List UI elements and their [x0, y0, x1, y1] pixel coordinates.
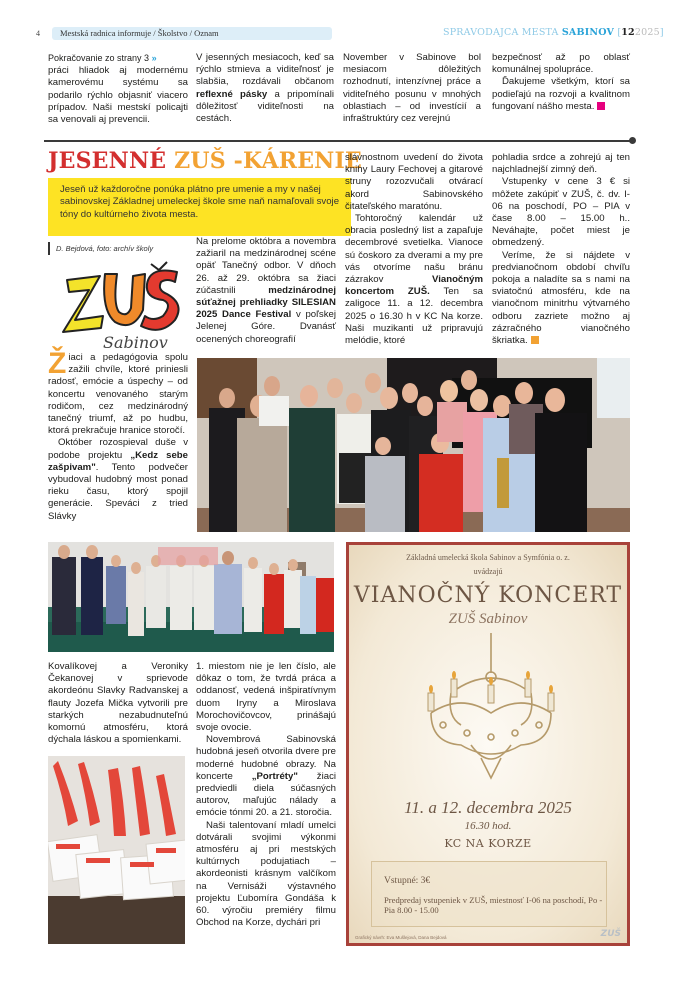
- bracket: ]: [659, 27, 664, 38]
- prev-article-col-3: [343, 52, 481, 125]
- poster-venue: KC NA KORZE: [444, 837, 532, 850]
- paragraph: Kovalíkovej a Veroniky Čekanovej v sprievode akordeónu Slavky Radvanskej a flauty Jozefa Mička vytvorili pre starkých nezabudnuteľnú komornú atmosféru, ktorá dýchala láskou a spomienkami.: [48, 661, 188, 746]
- continued-from-link[interactable]: [48, 52, 188, 64]
- poster-ticket-box: [371, 861, 607, 927]
- article-col-4: [492, 152, 630, 347]
- section-breadcrumb: Mestská radnica informuje / Školstvo / Oznam: [60, 28, 219, 38]
- folk-singers-photo: [48, 542, 334, 652]
- article-lower-col-2: [196, 661, 336, 929]
- bracket: [: [614, 27, 622, 38]
- article-col-3: [345, 152, 483, 347]
- paragraph: práci hliadok aj modernému kamerovému systému sa podarilo rýchlo objasniť viacero prípadov. Naši mestskí policajti sa venovali aj prevencii.: [48, 65, 188, 126]
- poster-intro: Základná umelecká škola Sabinov a Symfónia o. z.: [406, 553, 570, 562]
- article-credit: D. Bejdová, foto: archív školy: [48, 242, 153, 255]
- poster-presents: uvádzajú: [473, 567, 503, 576]
- poster-zus-logo: ZUŠ: [600, 929, 621, 939]
- double-chevron-right-icon: »: [151, 53, 157, 63]
- silesian-trophies-photo: [48, 756, 185, 944]
- issue-year: 2025: [634, 27, 660, 38]
- article-col-2: [196, 236, 336, 346]
- zus-sabinov-logo: [55, 260, 185, 355]
- poster-time: 16.30 hod.: [464, 820, 512, 832]
- section-divider: [44, 140, 634, 142]
- article-lead: Jeseň už každoročne ponúka plátno pre umenie a my v našej sabinovskej Základnej umeleckej škole sme naň namaľovali svoje tóny do kultúrneho života mesta.: [48, 178, 351, 236]
- masthead: [443, 27, 664, 38]
- paragraph: Október rozospieval duše v podobe projektu „Kedz sebe zašpivam". Tento podvečer vybudoval hudobný most ponad rieku času, ktorý spojil generácie. Speváci z tried Slávky: [48, 437, 188, 522]
- svg-text:Sabinov: Sabinov: [103, 333, 168, 352]
- prev-article-col-4: [492, 52, 630, 113]
- paragraph: Vstupenky v cene 3 € si môžete zakúpiť v ZUŠ, č. dv. I-06 na poschodí, PO – PIA v čase 8.00 – 15.00 h.. Neváhajte, počet miest je obmedzený.: [492, 176, 630, 249]
- prev-article-col-1: [48, 52, 188, 126]
- group-photo-students: [197, 358, 630, 532]
- end-mark-icon: [597, 102, 605, 110]
- paragraph: November v Sabinove bol mesiacom dôležitých rozhodnutí, intenzívnej práce a viditeľného posunu v mnohých oblastiach – od investícií a infraštruktúry cez verejnú: [343, 52, 481, 125]
- paragraph: Naši talentovaní mladí umelci dotvárali svojimi výkonmi atmosféru aj pri mestských kultúrnych podujatiach – akordeonisti krásnym valčíkom na Vernisáži výstavného projektu Ľubomíra Gondáša k 60. výročiu premiéry filmu Obchod na Korze, dychári pri: [196, 819, 336, 929]
- paragraph: Na prelome októbra a novembra zažiaril na medzinárodnej scéne opäť Tanečný odbor. V dňoch 26. až 29. októbra sa žiaci zúčastnili medzinárodnej súťažnej prehliadky SILESIAN 2025 Dance Festival v poľskej Jelenej Góre. Dvanásť ocenených choreografií: [196, 236, 336, 345]
- poster-date: 11. a 12. decembra 2025: [404, 798, 572, 817]
- paragraph: slávnostnom uvedení do života knihy Laury Fechovej a gitarové struny rozozvučali otvárací akord Sabinovského čitateľského maratónu.: [345, 152, 483, 212]
- poster-presale: Predpredaj vstupeniek v ZUŠ, miestnosť I-06 na poschodí, Po - Pia 8.00 - 15.00: [384, 895, 603, 915]
- drop-cap: Ž: [48, 347, 67, 380]
- headline-part-1: JESENNÉ: [48, 148, 175, 174]
- headline-part-2: ZUŠ -KÁRENIE: [174, 148, 362, 174]
- paragraph: V jesenných mesiacoch, keď sa rýchlo stmieva a viditeľnosť je slabšia, rozdávali občanom reflexné pásky a pripomínali dôležitosť viditeľnosti na cestách.: [196, 52, 334, 125]
- paragraph: Novembrová Sabinovská hudobná jeseň otvorila dvere pre moderné hudobné obrazy. Na koncerte „Portréty" žiaci predviedli diela súčasných autorov, maľujúc nálady a emócie tónmi 20. a 21. storočia.: [196, 734, 336, 819]
- continued-label: Pokračovanie zo strany 3: [48, 53, 150, 63]
- paragraph: Tohtoročný kalendár už obracia posledný list a zapaľuje decembrové svetielka. Vianoce sú čoskoro za dverami a my pre vás otvoríme našu bránu zázrakov Vianočným koncertom ZUŠ. Ten sa zaligoce 11. a 12. decembra 2025 o 16.30 h v KC Na korze. Naši muzikanti už pripravujú melódie, ktoré: [345, 213, 483, 347]
- poster-subtitle: ZUŠ Sabinov: [448, 611, 528, 627]
- paragraph: 1. miestom nie je len číslo, ale dôkaz o tom, že tvrdá práca a oddanosť, vedená inšpiratívnym duom Iryny a Miroslava Morochovičovcov, prinášajú svoje ovocie.: [196, 661, 336, 734]
- masthead-city: SABINOV: [561, 27, 615, 38]
- paragraph: bezpečnosť až po oblasť komunálnej spolupráce.: [492, 52, 630, 76]
- prev-article-col-2: [196, 52, 334, 125]
- issue-number: 12: [621, 27, 635, 38]
- article-col-1: [48, 347, 188, 523]
- article-headline: [48, 148, 362, 174]
- concert-poster: [346, 542, 630, 946]
- page-number: 4: [36, 29, 40, 38]
- poster-fee: Vstupné: 3€: [384, 876, 431, 886]
- end-mark-icon: [531, 336, 539, 344]
- poster-title: VIANOČNÝ KONCERT: [353, 583, 623, 608]
- paragraph: Žiaci a pedagógovia spolu zažili chvíle, ktoré priniesli radosť, emócie a úspechy – od koncertu venovaného starým rodičom, cez medzinárodný tanečný triumf, až po hudbu, ktorá prekračuje hranice storočí.: [48, 347, 188, 437]
- article-lower-col-1: [48, 661, 188, 746]
- paragraph: Ďakujeme všetkým, ktorí sa podieľajú na rozvoji a kvalitnom fungovaní nášho mesta.: [492, 76, 630, 112]
- chandelier-icon: [411, 633, 571, 783]
- paragraph: Veríme, že si nájdete v predvianočnom období chvíľu pokoja a naladíte sa s nami na sviatočnú atmosféru, kde na vianočnom minitrhu výtvarného odboru zazriete možno aj zázračného vianočného škriatka.: [492, 249, 630, 347]
- masthead-title: SPRAVODAJCA MESTA: [443, 27, 562, 38]
- poster-design-credit: Grafický návrh: Eva Mušlejová, Dana Bejdová: [355, 935, 447, 940]
- divider-dot: [629, 137, 636, 144]
- paragraph: pohladia srdce a zohrejú aj ten najchladnejší zimný deň.: [492, 152, 630, 176]
